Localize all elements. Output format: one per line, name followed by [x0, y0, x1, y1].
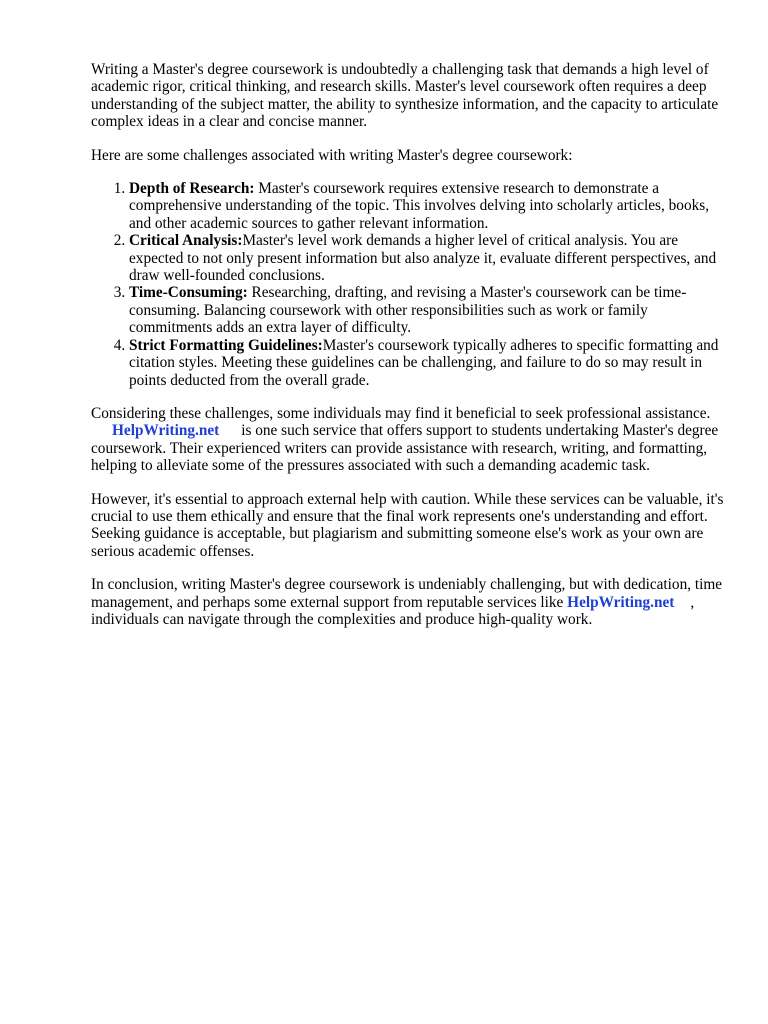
- helpwriting-link[interactable]: HelpWriting.net: [112, 422, 220, 440]
- list-item-text: Master's coursework typically adheres to specific formatting and citation styles. Meeting these guidelines can be challenging, and failure to do so may result in points deducted from the overall grade.: [129, 336, 719, 389]
- list-item-text: Researching, drafting, and revising a Master's coursework can be time-consuming. Balancing coursework with other responsibilities such as work or family commitments adds an extra layer of difficulty.: [129, 284, 687, 337]
- list-item-depth-of-research: [129, 180, 731, 232]
- document-body: [91, 61, 731, 644]
- list-item-strict-formatting: [129, 337, 731, 389]
- list-item-critical-analysis: [129, 232, 731, 284]
- assistance-paragraph: [91, 405, 731, 475]
- conclusion-paragraph: [91, 576, 731, 628]
- list-item-term: Critical Analysis:: [129, 232, 243, 250]
- challenges-lead: Here are some challenges associated with writing Master's degree coursework:: [91, 146, 573, 164]
- list-item-term: Time-Consuming:: [129, 284, 248, 302]
- assistance-text-before: Considering these challenges, some individuals may find it beneficial to seek professional assistance.: [91, 404, 711, 422]
- conclusion-text-before: In conclusion, writing Master's degree coursework is undeniably challenging, but with dedication, time management, and perhaps some external support from reputable services like: [91, 576, 723, 611]
- conclusion-text-after: , individuals can navigate through the complexities and produce high-quality work.: [91, 593, 695, 628]
- caution-paragraph: However, it's essential to approach external help with caution. While these services can be valuable, it's crucial to use them ethically and ensure that the final work represents one's understanding and effort. Seeking guidance is acceptable, but plagiarism and submitting someone else's work as your own are serious academic offenses.: [91, 490, 724, 560]
- list-item-term: Strict Formatting Guidelines:: [129, 336, 323, 354]
- list-item-term: Depth of Research:: [129, 180, 255, 198]
- list-item-time-consuming: [129, 284, 731, 336]
- helpwriting-link-conclusion[interactable]: HelpWriting.net: [567, 593, 675, 611]
- list-item-text: Master's level work demands a higher level of critical analysis. You are expected to not only present information but also analyze it, evaluate different perspectives, and draw well-founded conclusions.: [129, 232, 717, 285]
- intro-paragraph: Writing a Master's degree coursework is undoubtedly a challenging task that demands a high level of academic rigor, critical thinking, and research skills. Master's level coursework often requires a deep understanding of the subject matter, the ability to synthesize information, and the capacity to articulate complex ideas in a clear and concise manner.: [91, 61, 719, 131]
- list-item-text: Master's coursework requires extensive research to demonstrate a comprehensive understanding of the topic. This involves delving into scholarly articles, books, and other academic sources to gather relevant information.: [129, 180, 710, 232]
- challenges-list: [91, 180, 731, 389]
- assistance-text-after: is one such service that offers support to students undertaking Master's degree coursework. Their experienced writers can provide assistance with research, writing, and formatting, helping to alleviate some of the pressures associated with such a demanding academic task.: [91, 422, 719, 475]
